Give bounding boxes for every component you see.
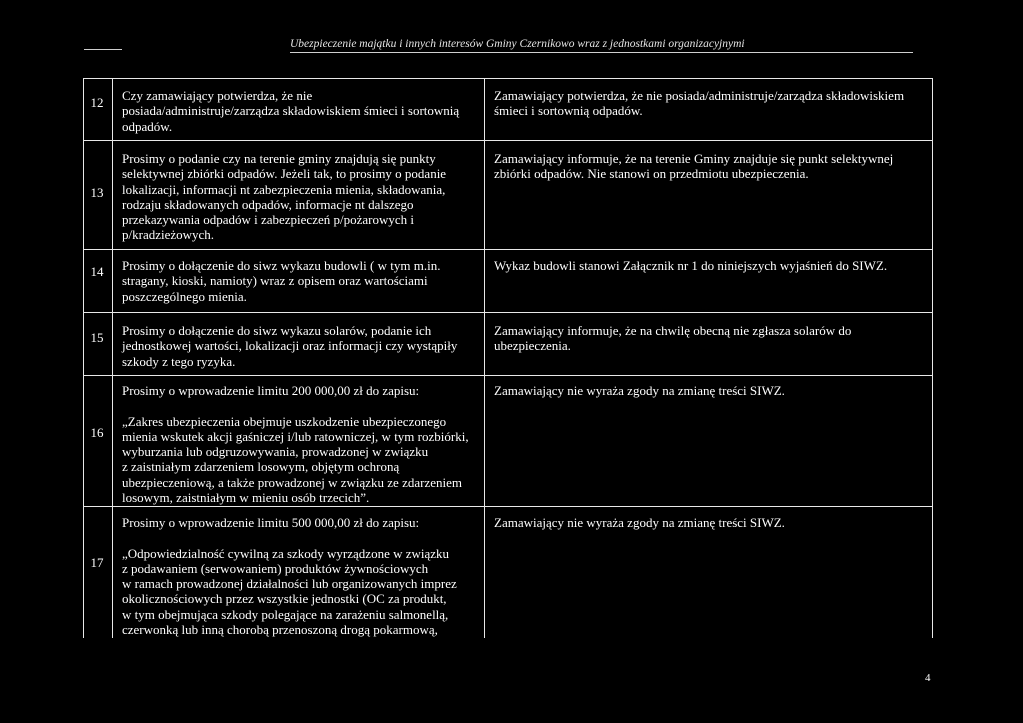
answer-cell: Zamawiający informuje, że na terenie Gminy znajduje się punkt selektywnej zbiórki odpadów. Nie stanowi on przedmiotu ubezpieczenia.: [494, 151, 894, 182]
page-number: 4: [925, 672, 931, 684]
question-cell: Prosimy o dołączenie do siwz wykazu budowli ( w tym m.in. stragany, kioski, namioty) wraz z opisem oraz wartościami poszczególnego mienia.: [122, 258, 441, 304]
row-number: 16: [90, 425, 104, 440]
row-divider: [83, 249, 933, 250]
row-number: 14: [90, 264, 104, 279]
question-cell: Prosimy o podanie czy na terenie gminy znajdują się punkty selektywnej zbiórki odpadów. Jeżeli tak, to prosimy o podanie lokalizacji, informacji nt zabezpieczenia mienia, składowania, rodzaju składowanych odpadów, informacje nt dalszego przekazywania odpadów i zabezpieczeń p/pożarowych i p/kradzieżowych.: [122, 151, 447, 243]
question-cell: Czy zamawiający potwierdza, że nie posiada/administruje/zarządza składowiskiem śmieci i sortownią odpadów.: [122, 88, 460, 134]
header-left-rule: [84, 49, 122, 50]
row-divider: [83, 312, 933, 313]
table-column-divider: [484, 78, 485, 638]
answer-cell: Zamawiający nie wyraża zgody na zmianę treści SIWZ.: [494, 383, 785, 398]
answer-cell: Wykaz budowli stanowi Załącznik nr 1 do niniejszych wyjaśnień do SIWZ.: [494, 258, 888, 273]
row-number: 17: [90, 555, 104, 570]
row-divider: [83, 140, 933, 141]
table-left-border: [83, 78, 84, 638]
row-number: 12: [90, 95, 104, 110]
table-right-border: [932, 78, 933, 638]
row-divider: [83, 375, 933, 376]
running-header: Ubezpieczenie majątku i innych interesów Gminy Czernikowo wraz z jednostkami organizacyjnymi: [290, 38, 745, 50]
row-number: 13: [90, 185, 104, 200]
answer-cell: Zamawiający nie wyraża zgody na zmianę treści SIWZ.: [494, 515, 785, 530]
row-number: 15: [90, 330, 104, 345]
answer-cell: Zamawiający informuje, że na chwilę obecną nie zgłasza solarów do ubezpieczenia.: [494, 323, 852, 354]
question-cell: Prosimy o dołączenie do siwz wykazu solarów, podanie ich jednostkowej wartości, lokalizacji oraz informacji czy wystąpiły szkody z tego ryzyka.: [122, 323, 458, 369]
question-cell: Prosimy o wprowadzenie limitu 500 000,00 zł do zapisu: „Odpowiedzialność cywilną za szkody wyrządzone w związku z podawaniem (serwowaniem) produktów żywnościowych w ramach prowadzonej działalności lub organizowanych imprez okolicznościowych przez wszystkie jednostki (OC za produkt, w tym obejmująca szkody polegające na zarażeniu salmonellą, czerwonką lub inną chorobą przenoszoną drogą pokarmową,: [122, 515, 457, 638]
table-top-border: [83, 78, 933, 79]
header-rule: [290, 52, 913, 53]
question-cell: Prosimy o wprowadzenie limitu 200 000,00 zł do zapisu: „Zakres ubezpieczenia obejmuje uszkodzenie ubezpieczonego mienia wskutek akcji gaśniczej i/lub ratowniczej, w tym rozbiórki, wyburzania lub odgruzowywania, prowadzonej w związku z zaistniałym zdarzeniem losowym, objętym ochroną ubezpieczeniową, a także prowadzonej w związku ze zdarzeniem losowym, zaistniałym w mieniu osób trzecich”.: [122, 383, 469, 506]
table-number-divider: [112, 78, 113, 638]
answer-cell: Zamawiający potwierdza, że nie posiada/administruje/zarządza składowiskiem śmieci i sortownią odpadów.: [494, 88, 905, 119]
row-divider: [83, 506, 933, 507]
